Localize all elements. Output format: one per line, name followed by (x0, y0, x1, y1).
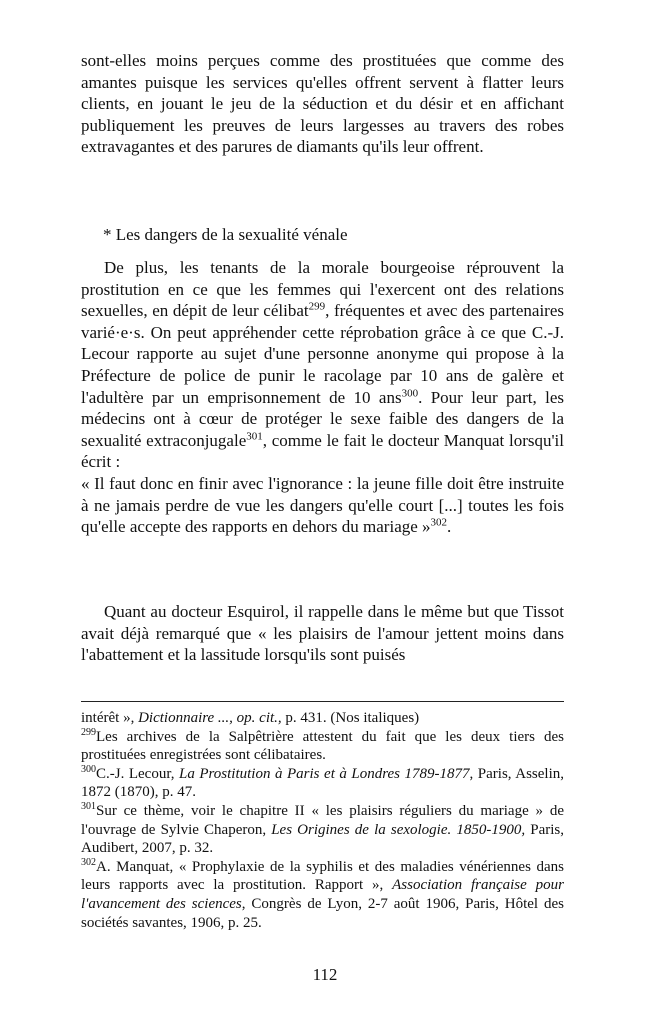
text-run: , Congrès de Lyon, 2-7 août 1906, Paris, Hôtel des sociétés savantes, 1906, p. 25. (81, 895, 564, 931)
text-run: Sur ce thème, voir le chapitre II « les plaisirs réguliers du mariage » de l'ouvrage de Sylvie Chaperon, (81, 802, 564, 838)
footnote-ref-302[interactable]: 302 (430, 516, 448, 529)
footnote-299 (81, 728, 564, 765)
text-run: intérêt », (81, 710, 139, 726)
footnote-302 (81, 858, 564, 932)
section-heading: * Les dangers de la sexualité vénale (103, 225, 348, 244)
block-quote (81, 473, 564, 538)
text-run: Les archives de la Salpêtrière attestent du fait que les deux tiers des prostituées enregistrées sont célibataires. (81, 728, 564, 764)
italic-title: Les Origines de la sexologie. 1850-1900, (271, 821, 526, 838)
footnote-301 (81, 802, 564, 858)
footnote-number: 301 (81, 800, 96, 812)
paragraph-dangers (81, 257, 564, 538)
footnote-number: 300 (81, 763, 96, 775)
text-run: De plus, les tenants de la morale bourgeoise réprouvent la prostitution en ce que les femmes qui l'exercent ont des relations sexuelles, en dépit de leur célibat (81, 258, 564, 321)
text-run: . Pour leur part, les médecins ont à cœur de protéger le sexe faible des dangers de la sexualité extraconjugale (81, 387, 565, 450)
text-run: , Paris, Asselin, 1872 (1870), p. 47. (81, 765, 564, 801)
paragraph-continuation (81, 50, 564, 158)
footnote-number: 299 (81, 726, 96, 738)
paragraph-text: sont-elles moins perçues comme des prostituées que comme des amantes puisque les services qu'elles offrent servent à flatter leurs clients, en jouant le jeu de la séduction et du désir et en affichant publiquement les preuves de leurs largesses au travers des robes extravagantes et des parures de diamants qu'ils leur offrent. (81, 51, 564, 157)
text-run: . (447, 517, 452, 537)
footnote-300 (81, 765, 564, 802)
paragraph-esquirol (81, 601, 564, 666)
text-run: , comme le fait le docteur Manquat lorsqu'il écrit : (81, 430, 564, 472)
footnote-ref-301[interactable]: 301 (246, 430, 263, 443)
text-run: , fréquentes et avec des partenaires varié·e·s. On peut appréhender cette réprobation grâce à ce que C.-J. Lecour rapporte au sujet d'une personne anonyme qui propose à la Préfecture de police de punir le racolage par 10 ans de galère et l'adultère par un emprisonnement de 10 ans (81, 301, 564, 407)
text-run: p. 431. (Nos italiques) (281, 710, 420, 726)
text-run: C.-J. Lecour, (96, 765, 179, 782)
quote-text: « Il faut donc en finir avec l'ignorance : la jeune fille doit être instruite à ne jamais perdre de vue les dangers qu'elle court [...] toutes les fois qu'elle accepte des rapports en dehors du mariage » (81, 473, 564, 537)
footnote-ref-299[interactable]: 299 (308, 300, 326, 313)
italic-title: Dictionnaire ..., op. cit., (138, 710, 282, 726)
footnote-number: 302 (81, 856, 96, 868)
footnote-ref-300[interactable]: 300 (401, 386, 419, 399)
footnote-separator (81, 701, 564, 702)
text-run: Paris, Audibert, 2007, p. 32. (81, 821, 564, 857)
italic-title: La Prostitution à Paris et à Londres 1789-1877 (179, 765, 470, 782)
text-run: A. Manquat, « Prophylaxie de la syphilis et des maladies vénériennes dans leurs rapports avec la prostitution. Rapport », (81, 858, 564, 894)
page-number: 112 (312, 965, 338, 984)
paragraph-body: Quant au docteur Esquirol, il rappelle dans le même but que Tissot avait déjà remarqué que « les plaisirs de l'amour jettent moins dans l'abattement et la lassitude lorsqu'ils sont puisés (81, 602, 564, 665)
footnote-continuation (81, 709, 564, 728)
footnotes (81, 709, 564, 932)
italic-title: Association française pour l'avancement des sciences (81, 877, 564, 912)
paragraph-body (81, 257, 564, 473)
